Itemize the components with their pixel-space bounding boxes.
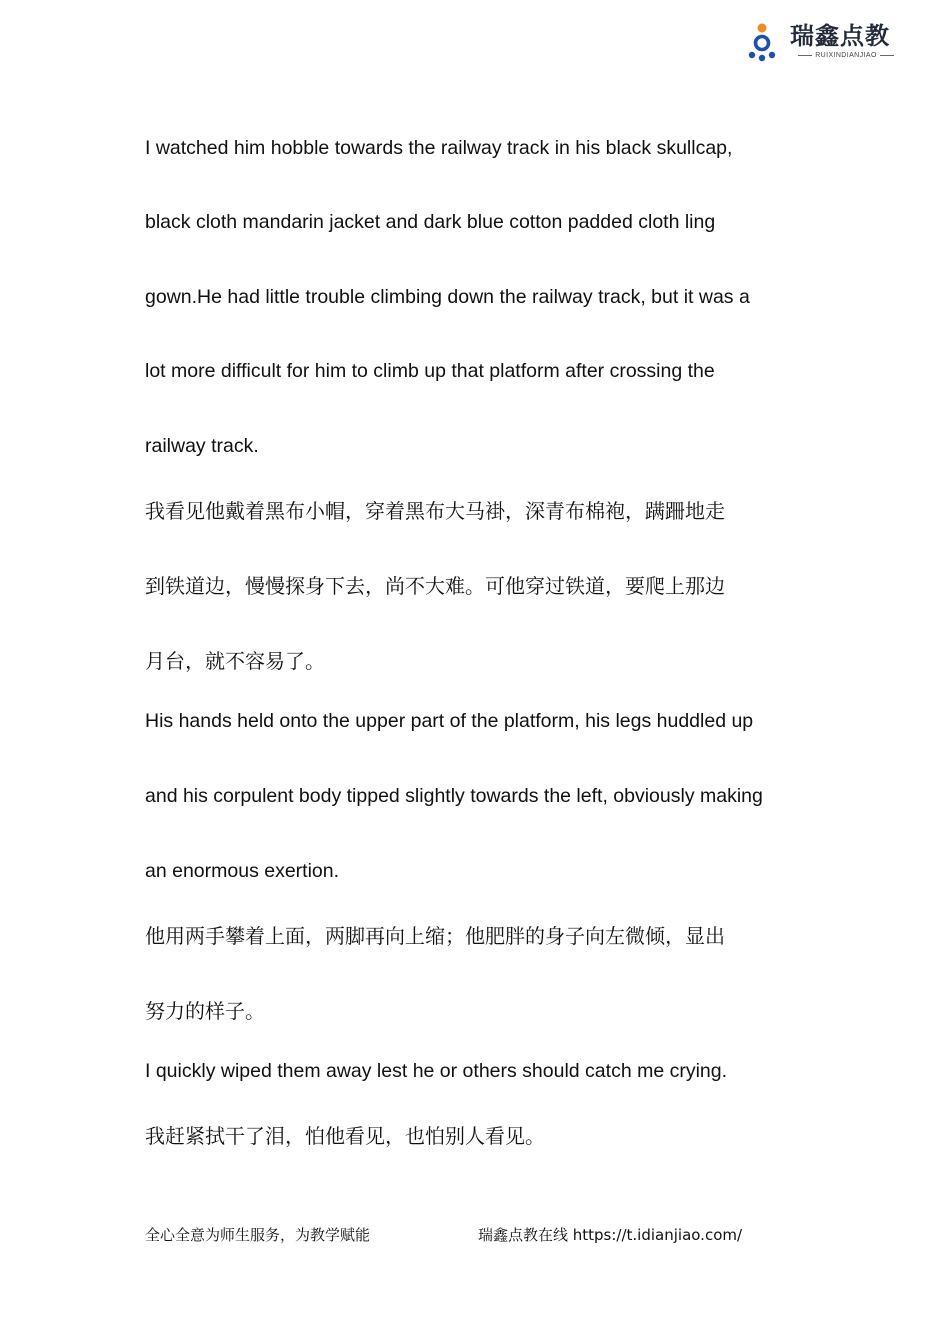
text-line: I quickly wiped them away lest he or others should catch me crying. (145, 1060, 728, 1082)
text-line: railway track. (145, 435, 259, 457)
logo-person-icon (748, 22, 784, 62)
text-line: I watched him hobble towards the railway track in his black skullcap, (145, 137, 733, 159)
text-line: 他用两手攀着上面，两脚再向上缩；他肥胖的身子向左微倾，显出 (145, 924, 725, 948)
text-line: 我赶紧拭干了泪，怕他看见，也怕别人看见。 (145, 1124, 545, 1148)
text-line: 月台，就不容易了。 (145, 649, 325, 673)
footer-slogan: 全心全意为师生服务，为教学赋能 (145, 1226, 371, 1244)
text-line: 努力的样子。 (145, 999, 265, 1023)
brand-logo (748, 20, 908, 64)
page-footer (145, 1224, 845, 1248)
footer-site-link[interactable]: 瑞鑫点教在线 https://t.idianjiao.com/ (478, 1226, 743, 1244)
text-line: lot more difficult for him to climb up that platform after crossing the (145, 360, 715, 382)
logo-title: 瑞鑫点教 (790, 22, 890, 50)
text-line: 我看见他戴着黑布小帽，穿着黑布大马褂，深青布棉袍，蹒跚地走 (145, 499, 725, 523)
text-line: and his corpulent body tipped slightly towards the left, obviously making (145, 785, 763, 807)
text-line: black cloth mandarin jacket and dark blue cotton padded cloth ling (145, 211, 716, 233)
text-line: an enormous exertion. (145, 860, 340, 882)
text-line: 到铁道边，慢慢探身下去，尚不大难。可他穿过铁道，要爬上那边 (145, 574, 725, 598)
text-line: His hands held onto the upper part of the platform, his legs huddled up (145, 710, 754, 732)
logo-subtitle: RUIXINDIANJIAO (790, 52, 902, 60)
text-line: gown.He had little trouble climbing down the railway track, but it was a (145, 286, 750, 308)
